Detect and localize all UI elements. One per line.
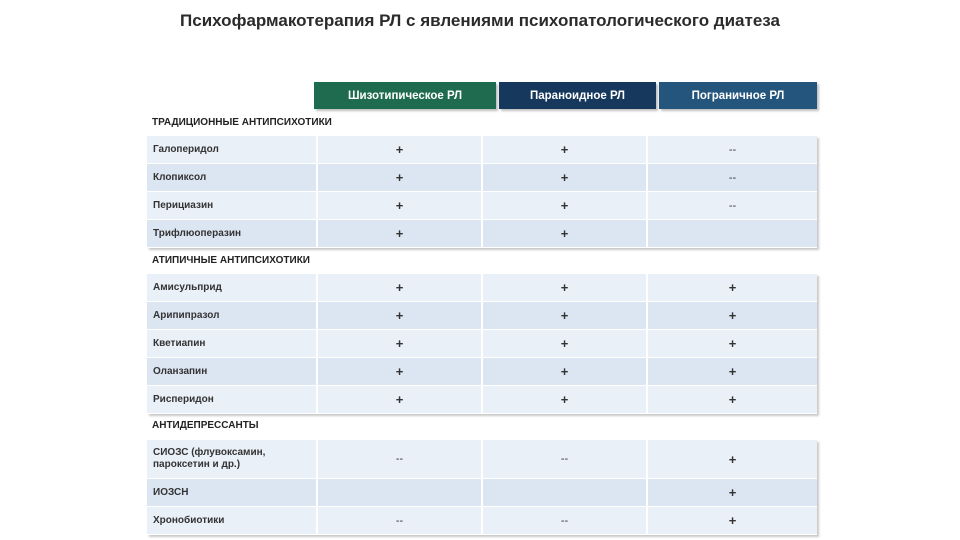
cell-value: -- — [395, 514, 404, 527]
cell-value: -- — [728, 171, 737, 184]
cell-value: + — [560, 142, 569, 157]
table-row — [147, 302, 817, 330]
cell-value: + — [395, 142, 404, 157]
section-heading-atypical: АТИПИЧНЫЕ АНТИПСИХОТИКИ — [152, 255, 310, 266]
drug-name: Перициазин — [147, 192, 318, 219]
cell-value: + — [560, 392, 569, 407]
table-row — [147, 358, 817, 386]
cell-value: -- — [728, 143, 737, 156]
drug-name: Трифлюоперазин — [147, 220, 318, 247]
drug-name: Амисульприд — [147, 274, 318, 301]
cell-value: + — [728, 392, 737, 407]
cell-value: + — [395, 364, 404, 379]
table-group-traditional — [147, 136, 817, 248]
column-header-paranoid: Параноидное РЛ — [499, 82, 656, 109]
table-group-antidepressants — [147, 440, 817, 535]
table-row — [147, 386, 817, 414]
column-header-schizotypal: Шизотипическое РЛ — [314, 82, 496, 109]
drug-name: Рисперидон — [147, 386, 318, 413]
section-heading-antidepressants: АНТИДЕПРЕССАНТЫ — [152, 420, 259, 431]
table-row — [147, 330, 817, 358]
cell-value: + — [728, 451, 737, 467]
cell-value: + — [728, 485, 737, 500]
cell-value: + — [728, 280, 737, 295]
cell-value: + — [728, 308, 737, 323]
table-row — [147, 136, 817, 164]
cell-value: + — [395, 170, 404, 185]
table-row — [147, 192, 817, 220]
cell-value: + — [395, 336, 404, 351]
table-row — [147, 507, 817, 535]
cell-value: -- — [560, 453, 569, 465]
cell-value: + — [560, 170, 569, 185]
drug-name: ИОЗСН — [147, 479, 318, 506]
table-row — [147, 479, 817, 507]
cell-value: + — [728, 336, 737, 351]
cell-value: + — [395, 198, 404, 213]
cell-value: -- — [728, 199, 737, 212]
cell-value: + — [560, 308, 569, 323]
cell-value: + — [560, 364, 569, 379]
cell-value: + — [395, 280, 404, 295]
drug-name: Хронобиотики — [147, 507, 318, 534]
table-row — [147, 440, 817, 479]
cell-value: -- — [395, 453, 404, 465]
drug-name: Оланзапин — [147, 358, 318, 385]
cell-value: + — [560, 198, 569, 213]
page-title: Психофармакотерапия РЛ с явлениями психопатологического диатеза — [180, 11, 780, 30]
cell-value: + — [395, 392, 404, 407]
table-row — [147, 274, 817, 302]
cell-value: + — [560, 336, 569, 351]
section-heading-traditional: ТРАДИЦИОННЫЕ АНТИПСИХОТИКИ — [152, 117, 332, 128]
cell-value: + — [395, 308, 404, 323]
drug-name: Клопиксол — [147, 164, 318, 191]
table-row — [147, 220, 817, 248]
cell-value: + — [728, 513, 737, 528]
cell-value: + — [728, 364, 737, 379]
table-group-atypical — [147, 274, 817, 414]
drug-name: Арипипразол — [147, 302, 318, 329]
cell-value: + — [560, 226, 569, 241]
cell-value: + — [395, 226, 404, 241]
cell-value: -- — [560, 514, 569, 527]
column-header-borderline: Пограничное РЛ — [659, 82, 817, 109]
cell-value: + — [560, 280, 569, 295]
table-row — [147, 164, 817, 192]
drug-name: Кветиапин — [147, 330, 318, 357]
drug-name: СИОЗС (флувоксамин, пароксетин и др.) — [147, 440, 318, 478]
drug-name: Галоперидол — [147, 136, 318, 163]
